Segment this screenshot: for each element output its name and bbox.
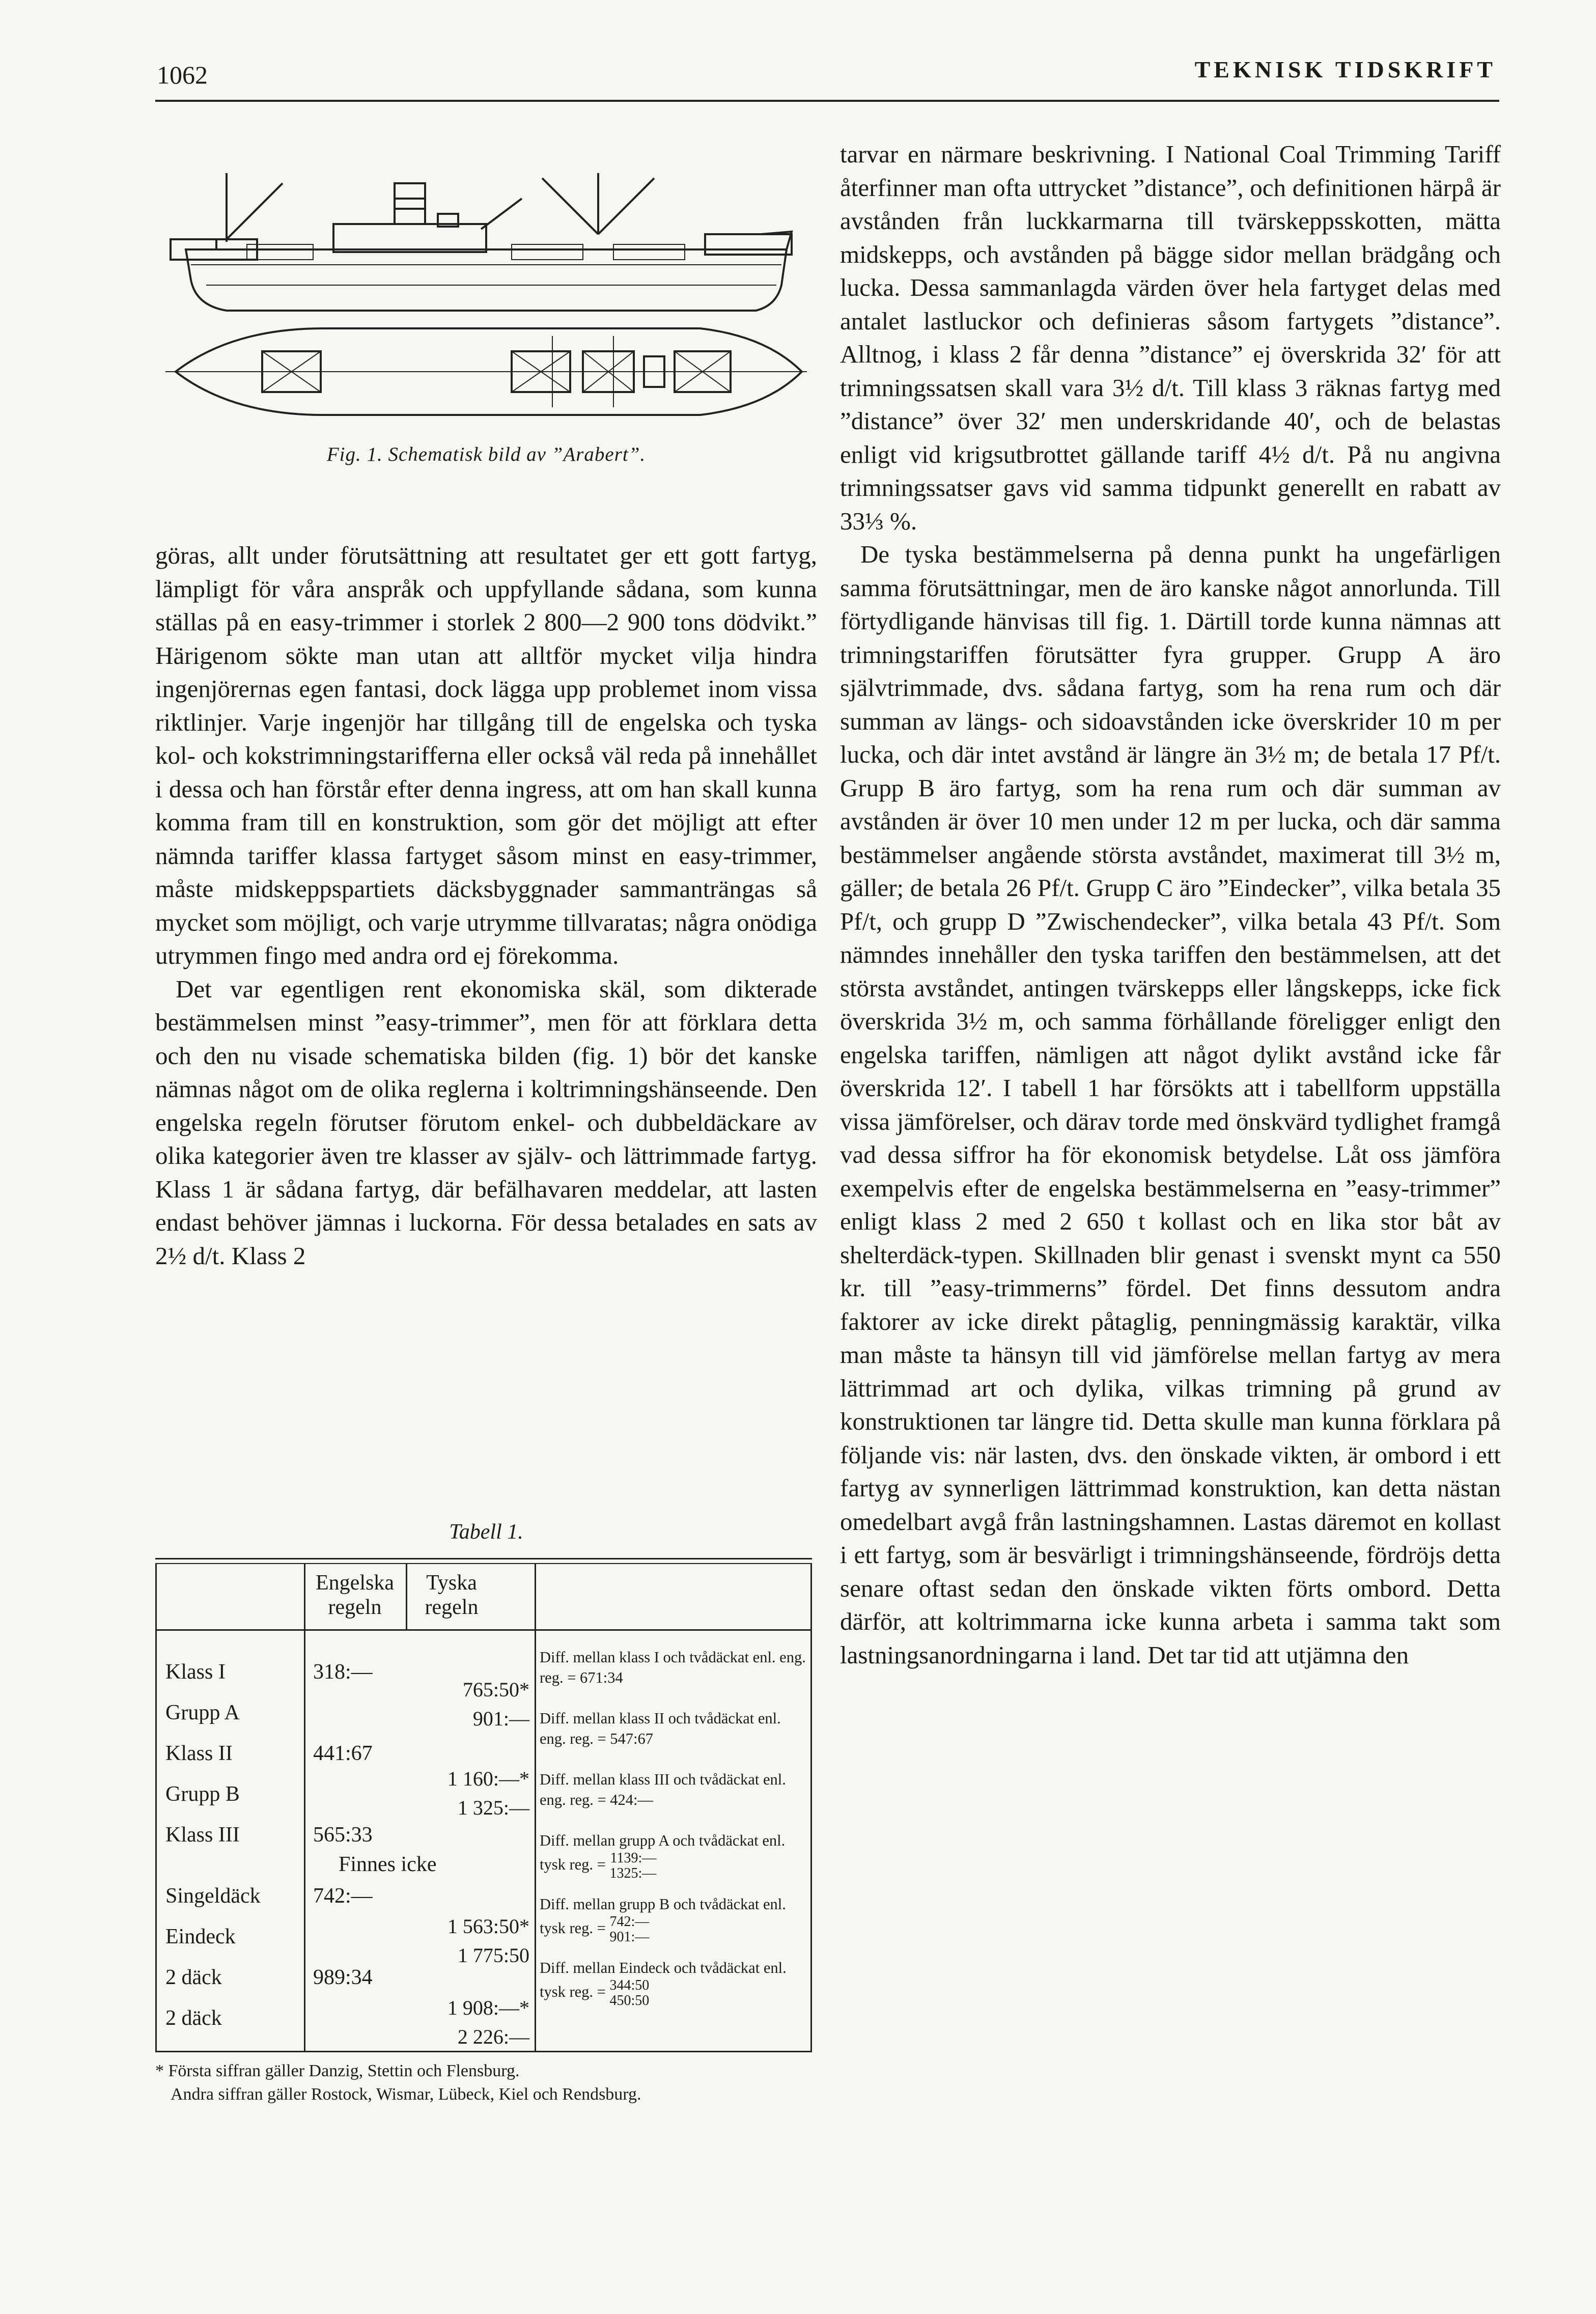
diff-value: 1325:— — [609, 1865, 657, 1881]
english-value: 989:34 — [313, 1966, 373, 1989]
english-value: 318:— — [313, 1660, 373, 1684]
german-value: 2 226:— — [457, 2025, 529, 2048]
header-german: Tyska regeln — [425, 1571, 479, 1619]
right-column — [840, 137, 1501, 1671]
header-english: Engelska regeln — [316, 1571, 394, 1619]
diff-note: Diff. mellan klass III och tvådäckat enl. eng. reg. = 424:— — [540, 1771, 786, 1808]
bridge-house — [333, 224, 486, 252]
table-title: Tabell 1. — [449, 1520, 523, 1544]
diff-values — [610, 1914, 650, 1945]
class-label: Klass I — [165, 1660, 226, 1684]
german-value: 901:— — [472, 1707, 529, 1730]
diff-value: 901:— — [609, 1929, 650, 1945]
german-value: 1 160:—* — [447, 1767, 529, 1790]
ship-figure — [155, 153, 812, 479]
table-divider-3 — [406, 1563, 407, 1629]
diff-value: 344:50 — [609, 1977, 650, 1993]
table-divider-1 — [155, 1563, 157, 2051]
diff-note: Diff. mellan klass I och tvådäckat enl. eng. reg. = 671:34 — [540, 1649, 806, 1686]
class-label: Grupp B — [165, 1782, 240, 1806]
journal-title: TEKNISK TIDSKRIFT — [1194, 57, 1496, 82]
table-divider-2 — [304, 1563, 305, 2051]
english-value: 441:67 — [313, 1742, 373, 1765]
table-rule-top-2 — [155, 1563, 812, 1564]
wheelhouse — [395, 183, 425, 224]
left-column — [155, 539, 817, 1272]
right-paragraph-2: De tyska bestämmelserna på denna punkt ha ungefärligen samma förutsättningar, men de äro kanske något annorlunda. Till förtydligande hänvisas till fig. 1. Därtill torde kunna nämnas att trimningstariffen förutsätter fyra grupper. Grupp A äro självtrimmade, dvs. sådana fartyg, som ha rena rum och där summan av längs- och sidoavstånden icke överskrider 10 m per lucka, och där intet avstånd är längre än 3½ m; de betala 17 Pf/t. Grupp B äro fartyg, som ha rena rum och där summan av avstånden är över 10 men under 12 m per lucka, och där samma bestämmelser angående största avståndet, maximerat till 3½ m, gäller; de betala 26 Pf/t. Grupp C äro ”Eindecker”, vilka betala 35 Pf/t, och grupp D ”Zwischendecker”, vilka betala 43 Pf/t. Som nämndes innehåller den tyska tariffen den bestämmelsen, att det största avståndet, antingen tvärskepps eller långskepps, icke fick överskrida 3½ m, och samma förhållande föreligger enligt den engelska tariffen, nämligen att något dylikt avstånd icke får överskrida 12′. I tabell 1 har försökts att i tabellform uppställa vissa jämförelser, och därav torde med önskvärd tydlighet framgå vad dessa siffror ha för ekonomisk betydelse. Låt oss jämföra exempelvis efter de engelska bestämmelserna en ”easy-trimmer” enligt klass 2 med 2 650 t kollast och en lika stor båt av shelterdäck-typen. Skillnaden blir genast i svenskt mynt ca 550 kr. till ”easy-trimmerns” fördel. Det finns dessutom andra faktorer av icke direkt påtaglig, penningmässig karaktär, vilka man måste ta hänsyn till vid jämförelse mellan fartyg av mera lättrimmad art och dylika, vilkas trimning på grund av konstruktionen tar längre tid. Detta skulle man kunna förklara på följande vis: när lasten, dvs. den önskade vikten, är ombord i ett fartyg av synnerligen lättrimmad konstruktion, kan detta nästan omedelbart avgå från lastningshamnen. Lastas däremot en kollast i ett fartyg, som är besvärligt i trimningshänseende, fördröjs detta senare oftast sedan den önskade vikten förts ombord. Detta därför, att koltrimmarna icke kunna arbeta i samma takt som lastningsanordningarna i land. Det tar tid att utjämna den — [840, 540, 1501, 1669]
class-label: 2 däck — [165, 1966, 222, 1989]
table-rule-header — [155, 1629, 812, 1631]
finnes-icke-note: Finnes icke — [339, 1853, 437, 1876]
footnote — [155, 2059, 817, 2106]
footnote-line-1: * Första siffran gäller Danzig, Stettin och Flensburg. — [155, 2061, 520, 2080]
diff-note — [540, 1894, 807, 1945]
table-rule-top — [155, 1558, 812, 1559]
class-label: Eindeck — [165, 1925, 236, 1948]
diff-value: 450:50 — [609, 1993, 650, 2009]
footnote-line-2: Andra siffran gäller Rostock, Wismar, Lübeck, Kiel och Rendsburg. — [171, 2085, 641, 2104]
diff-value: 742:— — [609, 1914, 650, 1930]
diff-note: Diff. mellan klass II och tvådäckat enl. eng. reg. = 547:67 — [540, 1710, 781, 1747]
hull-side — [186, 249, 787, 311]
left-paragraph-1: göras, allt under förutsättning att resultatet ger ett gott fartyg, lämpligt för våra anspråk och uppfyllande sådana, som kunna ställas på en easy-trimmer i storlek 2 800—2 900 tons dödvikt.” Härigenom sökte man utan att alltför mycket vilja hindra ingenjörernas egen fantasi, dock lägga upp problemet inom vissa riktlinjer. Varje ingenjör har tillgång till de engelska och tyska kol- och kokstrimningstarifferna eller också väl reda på innehållet i dessa och han förstår efter denna ingress, att om han skall kunna komma fram till en konstruktion, som gör det möjligt att efter nämnda tariffer klassa fartyget såsom minst en easy-trimmer, måste midskeppspartiets däcksbyggnader sammanträngas så mycket som möjligt, och varje utrymme tillvaratas; några onödiga utrymmen fingo med andra ord ej förekomma. — [155, 541, 817, 969]
left-paragraph-2: Det var egentligen rent ekonomiska skäl, som dikterade bestämmelsen minst ”easy-trimmer”, men för att förklara detta och den nu visade schematiska bilden (fig. 1) bör det kanske nämnas något om de olika reglerna i koltrimningshänseende. Den engelska regeln förutser förutom enkel- och dubbeldäckare av olika kategorier även tre klasser av själv- och lättrimmade fartyg. Klass 1 är sådana fartyg, där befälhavaren meddelar, att lasten endast behöver jämnas i luckorna. För dessa betalades en sats av 2½ d/t. Klass 2 — [155, 974, 817, 1270]
german-value: 1 325:— — [457, 1796, 529, 1819]
diff-values — [610, 1851, 657, 1881]
forecastle — [705, 234, 792, 255]
diff-label: Diff. mellan grupp B och tvådäckat enl. tysk reg. = — [540, 1895, 786, 1937]
header-rule — [155, 100, 1499, 102]
diff-note — [540, 1830, 807, 1881]
german-value: 1 775:50 — [457, 1944, 529, 1967]
class-label: Singeldäck — [165, 1884, 261, 1908]
table-divider-4 — [535, 1563, 536, 2051]
german-value: 1 563:50* — [447, 1915, 529, 1938]
english-value: 565:33 — [313, 1823, 373, 1847]
class-label: Klass II — [165, 1742, 233, 1765]
table-divider-5 — [810, 1563, 812, 2051]
table-rule-bottom — [155, 2051, 812, 2052]
diff-values — [610, 1978, 650, 2009]
class-label: Klass III — [165, 1823, 240, 1847]
coal-trimming-table — [155, 1558, 812, 2053]
diff-value: 1139:— — [610, 1850, 657, 1866]
right-paragraph-1: tarvar en närmare beskrivning. I National Coal Trimming Tariff återfinner man ofta uttrycket ”distance”, och definitionen härpå är avstånden från luckkarmarna till tvärskeppsskotten, mätta midskepps, och avstånden på bägge sidor mellan brädgång och lucka. Dessa sammanlagda värden över hela fartyget delas med antalet lastluckor och definieras såsom fartygets ”distance”. Alltnog, i klass 2 får denna ”distance” ej överskrida 32′ för att trimningssatsen skall vara 3½ d/t. Till klass 3 räknas fartyg med ”distance” över 32′ men underskridande 40′, och de belastas enligt vid krigsutbrottet gällande tariff 4½ d/t. På nu angivna trimningssatser gavs vid samma tidpunkt generellt en rabatt av 33⅓ %. — [840, 140, 1501, 535]
ship-drawing — [155, 153, 812, 438]
german-value: 765:50* — [462, 1678, 529, 1701]
class-label: 2 däck — [165, 2006, 222, 2030]
deck-line — [171, 232, 792, 249]
diff-label: Diff. mellan Eindeck och tvådäckat enl. tysk reg. = — [540, 1959, 787, 2000]
german-value: 1 908:—* — [447, 1996, 529, 2019]
page-number: 1062 — [157, 61, 208, 89]
figure-caption: Fig. 1. Schematisk bild av ”Arabert”. — [326, 443, 646, 465]
diff-note — [540, 1958, 807, 2009]
class-label: Grupp A — [165, 1701, 240, 1724]
diff-label: Diff. mellan grupp A och tvådäckat enl. tysk reg. = — [540, 1832, 786, 1873]
english-value: 742:— — [313, 1884, 373, 1908]
